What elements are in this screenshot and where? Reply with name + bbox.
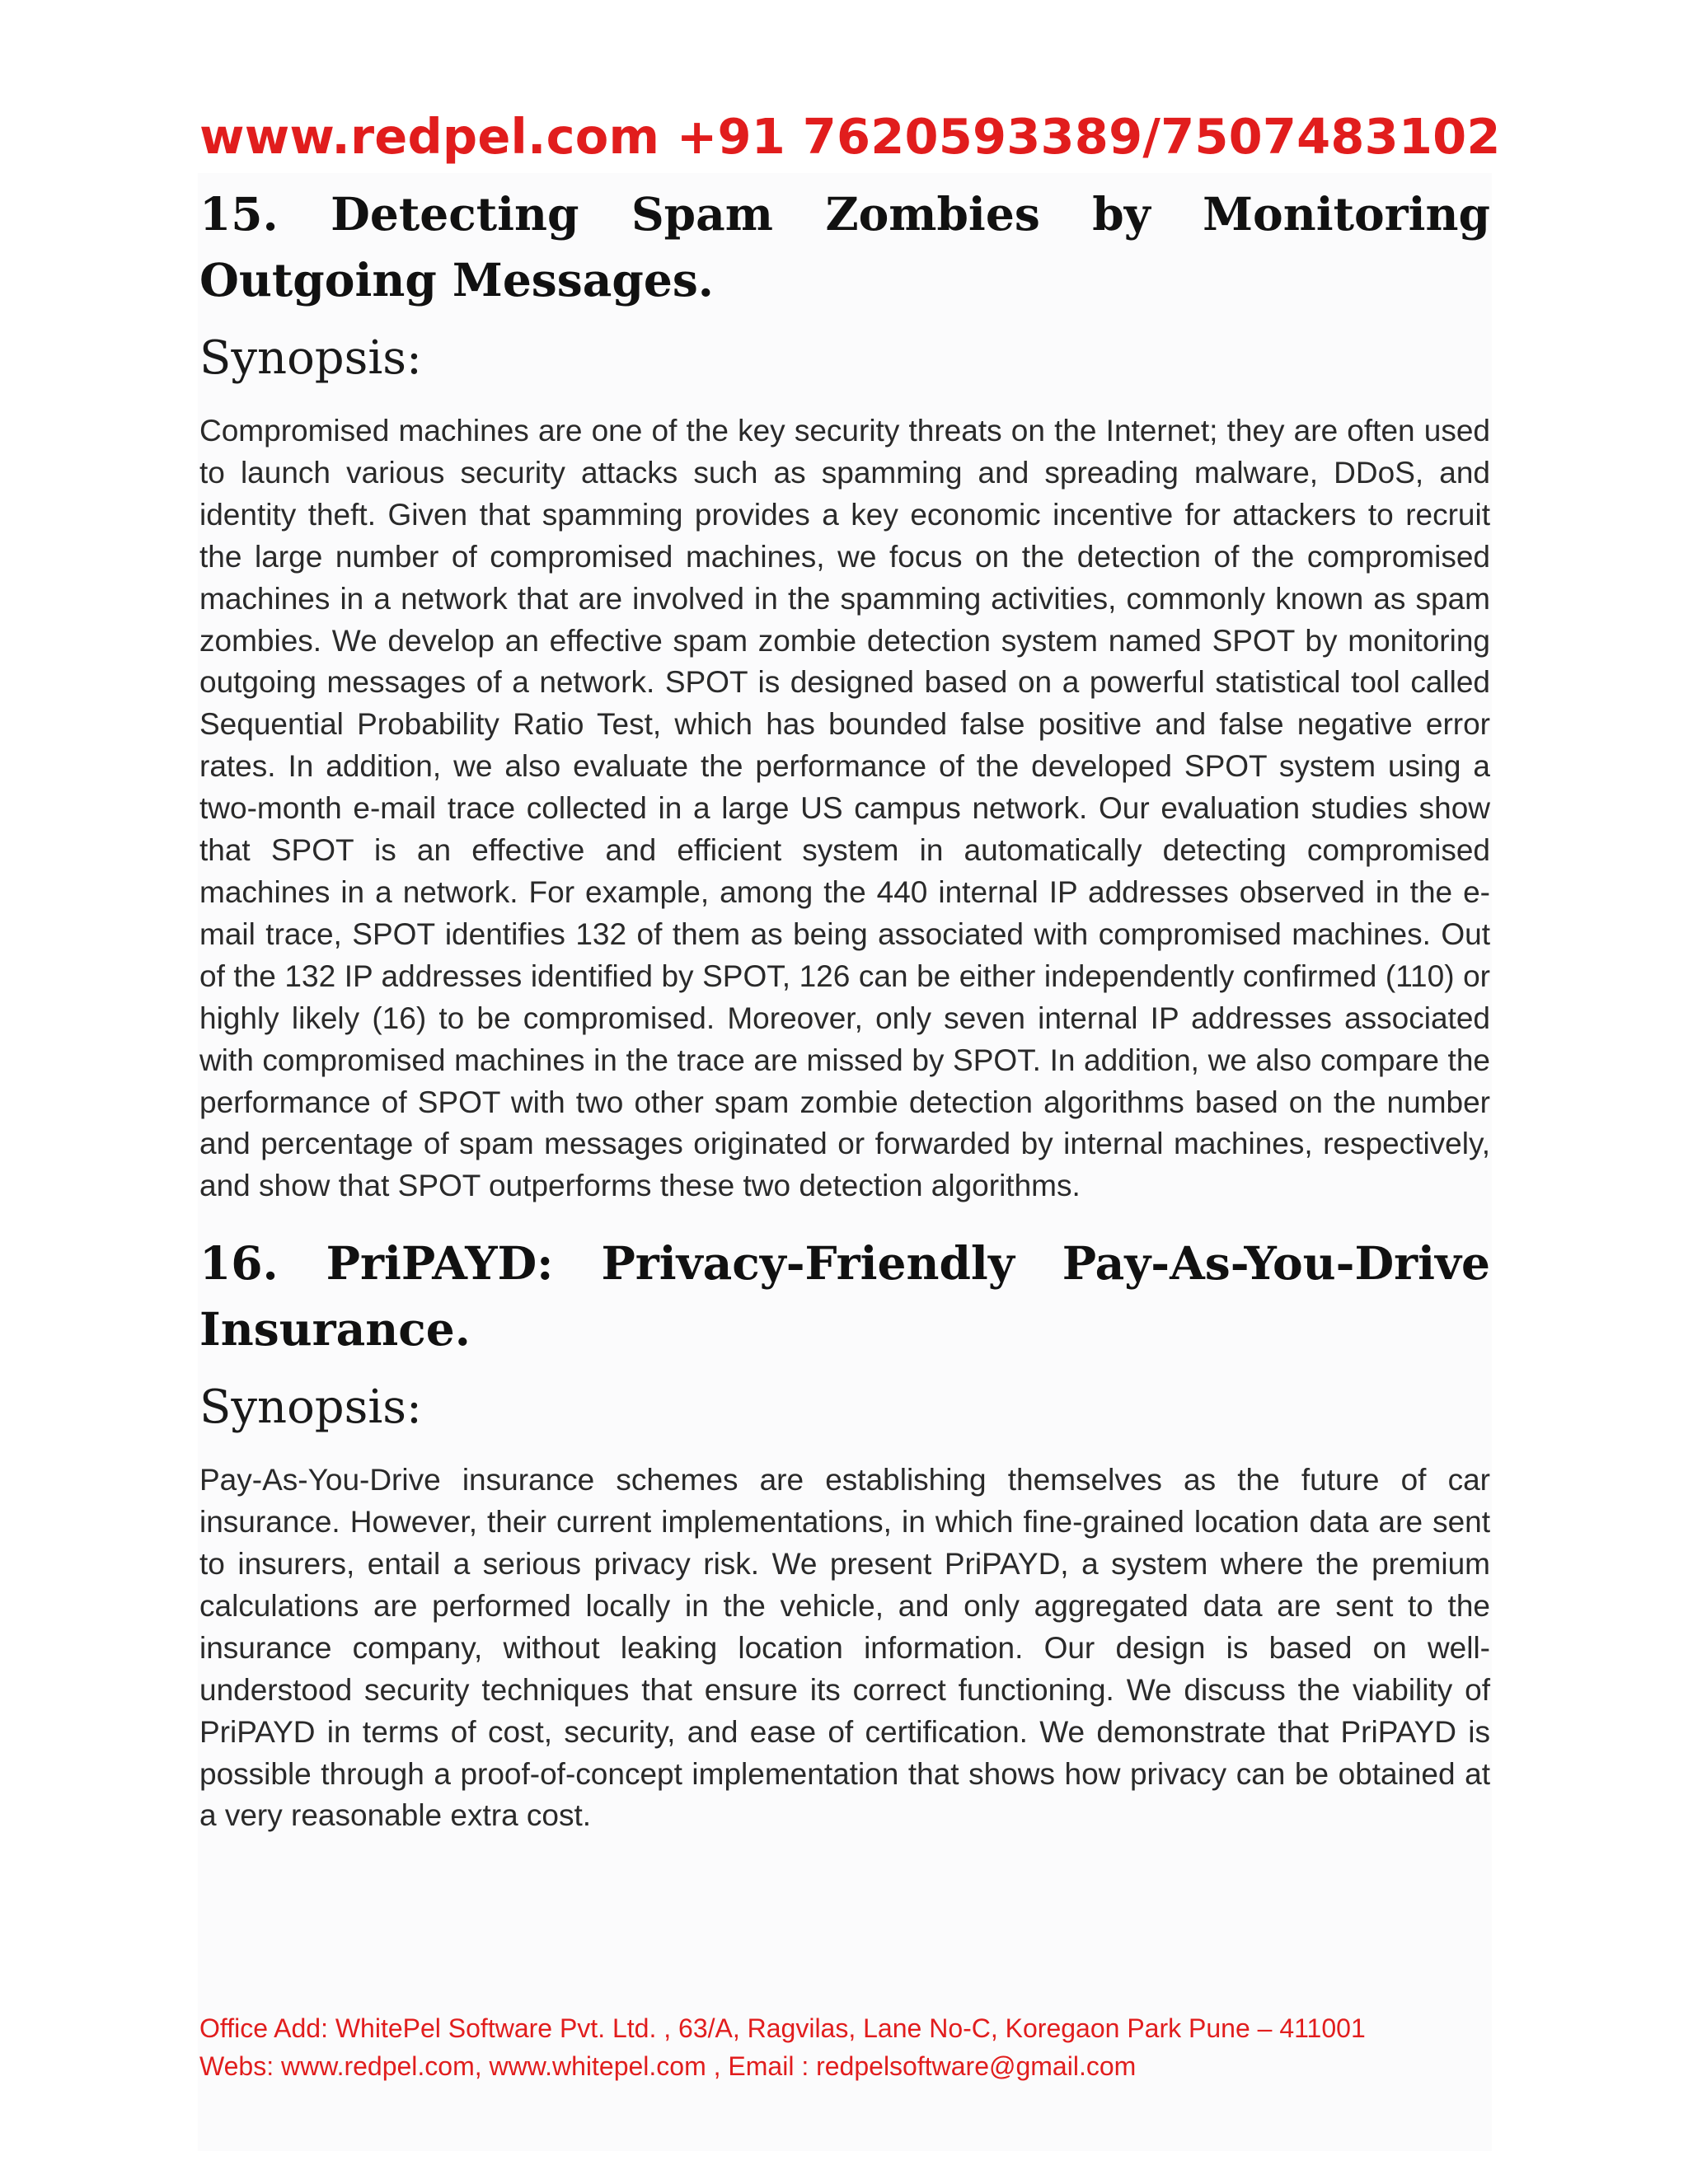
- section-15-title: 15. Detecting Spam Zombies by Monitoring Outgoing Messages.: [199, 187, 1490, 307]
- footer-office-address: Office Add: WhitePel Software Pvt. Ltd. , 63/A, Ragvilas, Lane No-C, Koregaon Park Pune – 411001: [199, 2013, 1366, 2043]
- section-15-synopsis-label: Synopsis:: [199, 331, 422, 385]
- section-16-title: 16. PriPAYD: Privacy-Friendly Pay-As-You-Drive Insurance.: [199, 1236, 1490, 1357]
- section-15-synopsis-text: Compromised machines are one of the key security threats on the Internet; they are often used to launch various security attacks such as spamming and spreading malware, DDoS, and identity theft. Given that spamming provides a key economic incentive for attackers to recruit the large number of compromised machines, we focus on the detection of the compromised machines in a network that are involved in the spamming activities, commonly known as spam zombies. We develop an effective spam zombie detection system named SPOT by monitoring outgoing messages of a network. SPOT is designed based on a powerful statistical tool called Sequential Probability Ratio Test, which has bounded false positive and false negative error rates. In addition, we also evaluate the performance of the developed SPOT system using a two-month e-mail trace collected in a large US campus network. Our evaluation studies show that SPOT is an effective and efficient system in automatically detecting compromised machines in a network. For example, among the 440 internal IP addresses observed in the e-mail trace, SPOT identifies 132 of them as being associated with compromised machines. Out of the 132 IP addresses identified by SPOT, 126 can be either independently confirmed (110) or highly likely (16) to be compromised. Moreover, only seven internal IP addresses associated with compromised machines in the trace are missed by SPOT. In addition, we also compare the performance of SPOT with two other spam zombie detection algorithms based on the number and percentage of spam messages originated or forwarded by internal machines, respectively, and show that SPOT outperforms these two detection algorithms.: [199, 414, 1490, 1203]
- header-contact-line: www.redpel.com +91 7620593389/7507483102: [199, 108, 1501, 165]
- footer-websites-email: Webs: www.redpel.com, www.whitepel.com , Email : redpelsoftware@gmail.com: [199, 2051, 1137, 2081]
- section-16-synopsis-label: Synopsis:: [199, 1380, 422, 1435]
- page-footer: [199, 2009, 1490, 2085]
- document-content: [199, 107, 1501, 1837]
- section-16-synopsis-text: Pay-As-You-Drive insurance schemes are establishing themselves as the future of car insurance. However, their current implementations, in which fine-grained location data are sent to insurers, entail a serious privacy risk. We present PriPAYD, a system where the premium calculations are performed locally in the vehicle, and only aggregated data are sent to the insurance company, without leaking location information. Our design is based on well-understood security techniques that ensure its correct functioning. We discuss the viability of PriPAYD in terms of cost, security, and ease of certification. We demonstrate that PriPAYD is possible through a proof-of-concept implementation that shows how privacy can be obtained at a very reasonable extra cost.: [199, 1463, 1490, 1833]
